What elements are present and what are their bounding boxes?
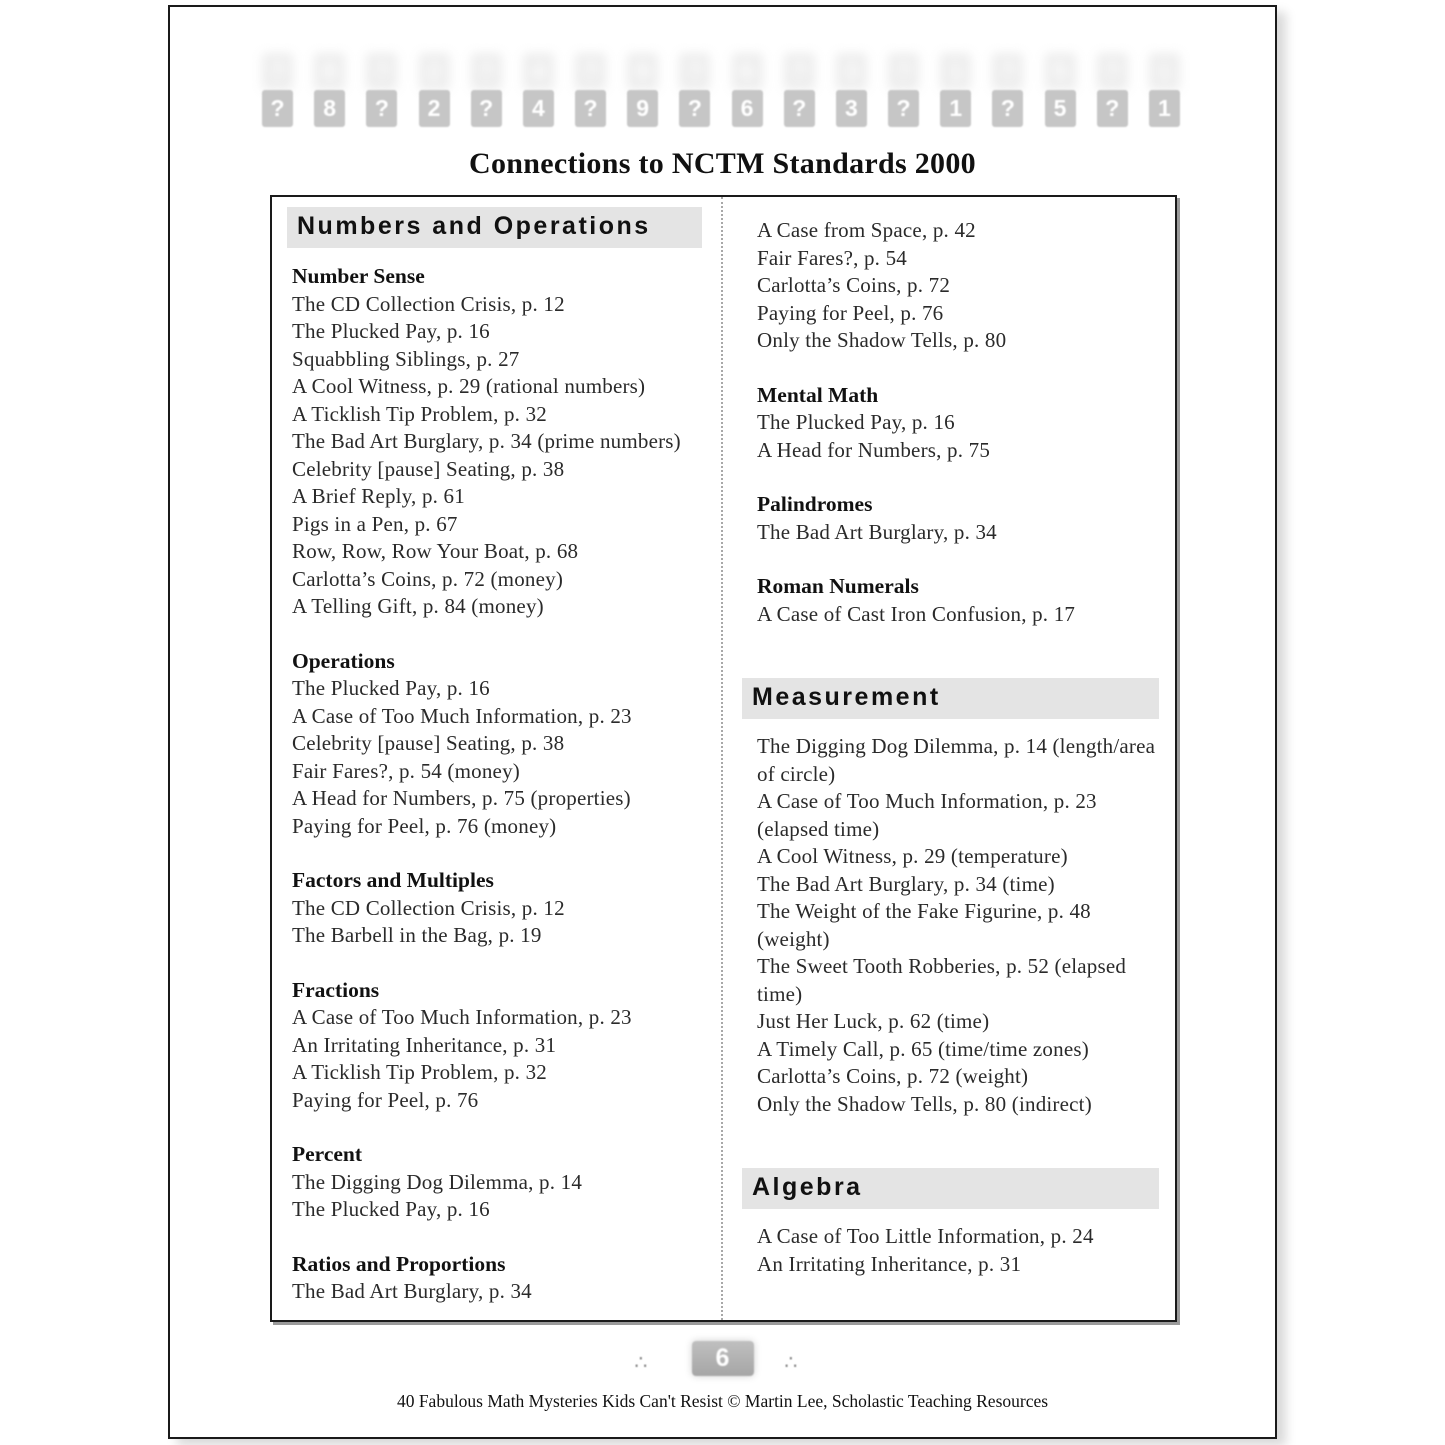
copyright-line: 40 Fabulous Math Mysteries Kids Can't Resist © Martin Lee, Scholastic Teaching Resources xyxy=(396,1391,1049,1411)
toc-entry: Fair Fares?, p. 54 (money) xyxy=(292,758,520,783)
number-tile: 5 xyxy=(1045,53,1076,90)
toc-entry: A Ticklish Tip Problem, p. 32 xyxy=(292,1060,547,1084)
group-items xyxy=(292,1004,711,1114)
number-tile: 2 xyxy=(419,53,450,90)
number-tile: ? xyxy=(1097,90,1128,127)
toc-block xyxy=(742,491,1159,546)
toc-entry: Carlotta’s Coins, p. 72 (money) xyxy=(292,566,564,591)
number-tile: 3 xyxy=(836,53,867,90)
toc-entry: An Irritating Inheritance, p. 31 xyxy=(757,1251,1022,1276)
column-left xyxy=(272,197,721,1320)
number-tile: ? xyxy=(888,90,919,127)
number-tile: ? xyxy=(992,90,1023,127)
number-tile: ? xyxy=(888,53,919,90)
number-tile: 1 xyxy=(940,53,971,90)
toc-entry: The Plucked Pay, p. 16 xyxy=(757,410,955,434)
number-tiles-ghost-row xyxy=(262,53,1180,90)
toc-entry: A Case of Cast Iron Confusion, p. 17 xyxy=(757,601,1076,626)
toc-block xyxy=(742,678,1159,1118)
toc-entry: The CD Collection Crisis, p. 12 xyxy=(292,291,565,316)
number-tile: 1 xyxy=(940,90,971,127)
toc-entry: Carlotta’s Coins, p. 72 xyxy=(757,273,951,297)
number-tile: ? xyxy=(471,53,502,90)
group-items xyxy=(742,1223,1159,1278)
group-heading: Fractions xyxy=(292,977,380,1002)
toc-entry: A Telling Gift, p. 84 (money) xyxy=(292,594,544,618)
toc-group xyxy=(292,648,711,841)
number-tile: 9 xyxy=(627,53,658,90)
page-title: Connections to NCTM Standards 2000 xyxy=(469,147,976,180)
toc-group xyxy=(292,1251,711,1306)
toc-group xyxy=(292,263,711,621)
toc-entry: Just Her Luck, p. 62 (time) xyxy=(757,1009,990,1033)
toc-entry: Carlotta’s Coins, p. 72 (weight) xyxy=(757,1064,1029,1088)
toc-entry: Paying for Peel, p. 76 (money) xyxy=(292,813,557,838)
toc-entry: A Case of Too Much Information, p. 23 xyxy=(292,1005,632,1029)
group-items xyxy=(742,217,1159,355)
group-heading: Operations xyxy=(292,648,395,673)
section-header-algebra: Algebra xyxy=(742,1168,1159,1209)
toc-group xyxy=(292,867,711,950)
number-tile: 6 xyxy=(732,53,763,90)
toc-group xyxy=(292,1141,711,1224)
group-heading: Factors and Multiples xyxy=(292,868,494,892)
number-tile: ? xyxy=(471,90,502,127)
toc-entry: A Cool Witness, p. 29 (rational numbers) xyxy=(292,374,646,398)
number-tile: 3 xyxy=(836,90,867,127)
left-groups xyxy=(292,263,711,1306)
toc-entry: The Bad Art Burglary, p. 34 xyxy=(757,519,997,544)
toc-entry: The Digging Dog Dilemma, p. 14 (length/area of circle) xyxy=(757,734,1156,786)
dots-ornament-left: ∴ xyxy=(634,1350,648,1374)
toc-block xyxy=(742,217,1159,355)
group-items xyxy=(742,733,1159,1118)
column-right xyxy=(723,197,1175,1320)
toc-entry: The Bad Art Burglary, p. 34 (prime numbers) xyxy=(292,429,681,453)
toc-entry: Only the Shadow Tells, p. 80 xyxy=(757,328,1007,352)
toc-entry: The Bad Art Burglary, p. 34 xyxy=(292,1279,532,1303)
toc-entry: A Brief Reply, p. 61 xyxy=(292,484,465,508)
page-number-badge: 6 xyxy=(692,1341,754,1376)
toc-block xyxy=(742,382,1159,465)
group-items xyxy=(292,1278,711,1306)
group-items xyxy=(742,601,1159,629)
number-tile: ? xyxy=(992,53,1023,90)
toc-entry: A Case from Space, p. 42 xyxy=(757,218,976,242)
number-tile: ? xyxy=(679,53,710,90)
toc-entry: Celebrity [pause] Seating, p. 38 xyxy=(292,456,565,481)
group-heading: Roman Numerals xyxy=(757,574,919,598)
number-tile: 1 xyxy=(1149,90,1180,127)
group-items xyxy=(292,675,711,840)
number-tile: ? xyxy=(262,90,293,127)
group-items xyxy=(292,895,711,950)
number-tile: 8 xyxy=(314,53,345,90)
number-tile: 2 xyxy=(419,90,450,127)
standards-index-box xyxy=(270,195,1177,1322)
group-items xyxy=(742,519,1159,547)
toc-entry: The Plucked Pay, p. 16 xyxy=(292,319,490,343)
number-tile: ? xyxy=(366,53,397,90)
toc-entry: Celebrity [pause] Seating, p. 38 xyxy=(292,731,565,755)
number-tile: ? xyxy=(575,53,606,90)
group-heading: Mental Math xyxy=(757,382,879,407)
number-tile: ? xyxy=(784,90,815,127)
number-tile: 4 xyxy=(523,53,554,90)
number-tile: 4 xyxy=(523,90,554,127)
toc-entry: Only the Shadow Tells, p. 80 (indirect) xyxy=(757,1091,1092,1116)
toc-entry: A Timely Call, p. 65 (time/time zones) xyxy=(757,1036,1089,1061)
group-heading: Ratios and Proportions xyxy=(292,1251,506,1276)
group-items xyxy=(292,291,711,621)
number-tile: ? xyxy=(1097,53,1128,90)
group-heading: Percent xyxy=(292,1142,363,1166)
toc-entry: The Digging Dog Dilemma, p. 14 xyxy=(292,1169,583,1194)
toc-entry: A Case of Too Much Information, p. 23 (elapsed time) xyxy=(757,789,1097,841)
number-tile: 9 xyxy=(627,90,658,127)
toc-entry: Paying for Peel, p. 76 xyxy=(292,1087,479,1112)
toc-group xyxy=(292,977,711,1115)
toc-entry: An Irritating Inheritance, p. 31 xyxy=(292,1032,557,1057)
group-items xyxy=(742,409,1159,464)
group-heading: Palindromes xyxy=(757,492,873,516)
toc-entry: Paying for Peel, p. 76 xyxy=(757,300,944,325)
toc-entry: The Weight of the Fake Figurine, p. 48 (weight) xyxy=(757,899,1091,951)
toc-entry: The Plucked Pay, p. 16 xyxy=(292,676,490,700)
toc-entry: The Plucked Pay, p. 16 xyxy=(292,1197,490,1221)
number-tile: ? xyxy=(366,90,397,127)
number-tile: ? xyxy=(784,53,815,90)
dots-ornament-right: ∴ xyxy=(784,1350,798,1374)
number-tile: 6 xyxy=(732,90,763,127)
number-tile: 8 xyxy=(314,90,345,127)
toc-entry: A Head for Numbers, p. 75 xyxy=(757,437,991,462)
toc-entry: The CD Collection Crisis, p. 12 xyxy=(292,895,565,920)
number-tile: 5 xyxy=(1045,90,1076,127)
toc-entry: Row, Row, Row Your Boat, p. 68 xyxy=(292,539,579,563)
toc-entry: Pigs in a Pen, p. 67 xyxy=(292,511,458,536)
number-tile: ? xyxy=(575,90,606,127)
number-tile: ? xyxy=(262,53,293,90)
toc-block xyxy=(742,573,1159,628)
number-tiles-row xyxy=(262,90,1180,127)
toc-entry: A Head for Numbers, p. 75 (properties) xyxy=(292,786,631,810)
book-page xyxy=(168,5,1277,1439)
number-tile: 1 xyxy=(1149,53,1180,90)
toc-entry: A Case of Too Much Information, p. 23 xyxy=(292,703,632,728)
toc-entry: The Bad Art Burglary, p. 34 (time) xyxy=(757,871,1055,896)
toc-entry: The Sweet Tooth Robberies, p. 52 (elapsed time) xyxy=(757,954,1127,1006)
number-tile: ? xyxy=(679,90,710,127)
section-header-numbers-and-operations: Numbers and Operations xyxy=(287,207,702,248)
section-header-measurement: Measurement xyxy=(742,678,1159,719)
toc-block xyxy=(742,1168,1159,1278)
toc-entry: A Case of Too Little Information, p. 24 xyxy=(757,1224,1094,1248)
toc-entry: Squabbling Siblings, p. 27 xyxy=(292,346,520,371)
toc-entry: Fair Fares?, p. 54 xyxy=(757,245,907,270)
group-heading: Number Sense xyxy=(292,264,425,288)
toc-entry: A Cool Witness, p. 29 (temperature) xyxy=(757,844,1068,868)
group-items xyxy=(292,1169,711,1224)
toc-entry: The Barbell in the Bag, p. 19 xyxy=(292,923,542,947)
toc-entry: A Ticklish Tip Problem, p. 32 xyxy=(292,401,547,426)
